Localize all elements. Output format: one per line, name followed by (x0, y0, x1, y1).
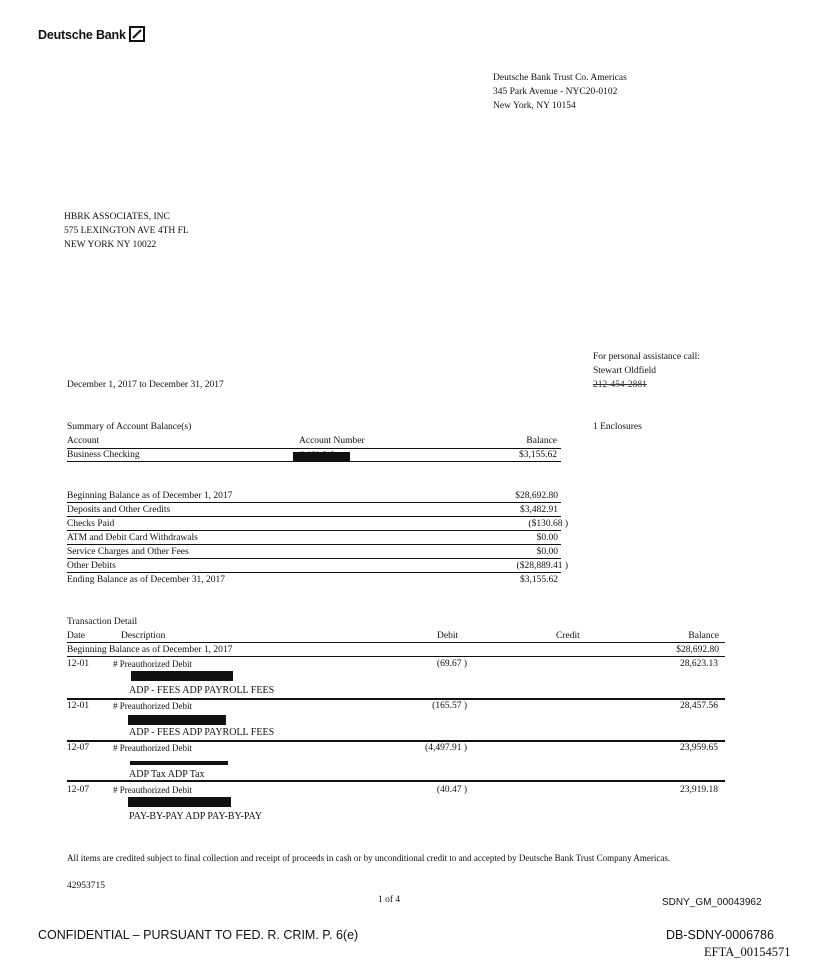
tx-row-divider (67, 740, 725, 742)
tx-balance: 23,959.65 (680, 743, 718, 753)
bank-address-line: 345 Park Avenue - NYC20-0102 (493, 87, 618, 97)
summary-header-divider (67, 448, 561, 449)
tx-header-divider (67, 642, 725, 643)
bank-address-line: Deutsche Bank Trust Co. Americas (493, 73, 627, 83)
balance-label: Checks Paid (67, 519, 115, 529)
page-number: 1 of 4 (378, 895, 401, 905)
balance-label: Beginning Balance as of December 1, 2017 (67, 491, 233, 501)
balance-divider (67, 516, 561, 517)
tx-debit: (69.67 ) (436, 659, 467, 669)
summary-header-account: Account (67, 436, 100, 446)
balance-label: Other Debits (67, 561, 116, 571)
balance-label: Ending Balance as of December 31, 2017 (67, 575, 226, 585)
table-row (67, 785, 725, 825)
tx-opening-label: Beginning Balance as of December 1, 2017 (67, 645, 233, 655)
redaction-bar (130, 761, 228, 765)
bates-number-efta: EFTA_00154571 (704, 945, 791, 959)
bates-number-primary: SDNY_GM_00043962 (662, 897, 762, 908)
tx-header-credit: Credit (556, 631, 580, 641)
tx-debit: (4,497.91 ) (425, 743, 467, 753)
tx-header-description: Description (121, 631, 166, 641)
tx-detail: ADP - FEES ADP PAYROLL FEES (129, 727, 275, 738)
tx-balance: 23,919.18 (680, 785, 718, 795)
summary-account: Business Checking (67, 450, 140, 460)
tx-detail: ADP - FEES ADP PAYROLL FEES (129, 685, 275, 696)
tx-row-divider (67, 780, 725, 782)
tx-opening-divider (67, 656, 725, 657)
balance-value: $3,482.91 (520, 505, 558, 515)
balance-value: $0.00 (536, 533, 558, 543)
balance-label: Deposits and Other Credits (67, 505, 171, 515)
balance-label: ATM and Debit Card Withdrawals (67, 533, 198, 543)
tx-row-divider (67, 698, 725, 700)
balance-value: ($130.68 ) (528, 519, 568, 529)
balance-value: $0.00 (536, 547, 558, 557)
assistance-name: Stewart Oldfield (593, 366, 657, 376)
balance-value: $28,692.80 (515, 491, 558, 501)
table-row (67, 659, 725, 699)
tx-date: 12-07 (67, 743, 90, 753)
balance-value: $3,155.62 (520, 575, 558, 585)
tx-description: # Preauthorized Debit (113, 659, 192, 669)
tx-debit: (165.57 ) (432, 701, 467, 711)
summary-title: Summary of Account Balance(s) (67, 422, 192, 432)
balance-value: ($28,889.41 ) (516, 561, 568, 571)
summary-header-number: Account Number (299, 436, 365, 446)
summary-row-divider (67, 461, 561, 462)
balance-divider (67, 544, 561, 545)
confidential-notice: CONFIDENTIAL – PURSUANT TO FED. R. CRIM. P. 6(e) (38, 928, 359, 942)
redaction-bar (131, 671, 233, 681)
tx-description: # Preauthorized Debit (113, 701, 192, 711)
tx-header-debit: Debit (437, 631, 459, 641)
tx-date: 12-01 (67, 659, 90, 669)
balance-divider (67, 572, 561, 573)
deutsche-bank-slash-icon (129, 26, 145, 42)
tx-header-balance: Balance (688, 631, 719, 641)
tx-balance: 28,457.56 (680, 701, 718, 711)
assistance-phone: 212-454-2881 (593, 380, 647, 390)
tx-opening-balance: $28,692.80 (676, 645, 719, 655)
bank-address-line: New York, NY 10154 (493, 101, 576, 111)
balance-divider (67, 558, 561, 559)
tx-debit: (40.47 ) (436, 785, 467, 795)
disclaimer: All items are credited subject to final collection and receipt of proceeds in cash or by unconditional credit to and accepted by Deutsche Bank Trust Company Americas. (67, 853, 671, 863)
tx-description: # Preauthorized Debit (113, 785, 192, 795)
redaction-bar (128, 797, 231, 807)
summary-header-balance: Balance (526, 436, 557, 446)
tx-detail: PAY-BY-PAY ADP PAY-BY-PAY (129, 811, 263, 822)
transactions-title: Transaction Detail (67, 617, 138, 627)
customer-address-line: NEW YORK NY 10022 (64, 240, 157, 250)
customer-address-line: HBRK ASSOCIATES, INC (64, 212, 170, 222)
bank-logo-text: Deutsche Bank (38, 28, 126, 42)
bates-number-secondary: DB-SDNY-0006786 (666, 928, 774, 942)
tx-balance: 28,623.13 (680, 659, 718, 669)
redaction-bar (128, 715, 226, 725)
balance-divider (67, 502, 561, 503)
balance-divider (67, 530, 561, 531)
statement-period: December 1, 2017 to December 31, 2017 (67, 380, 224, 390)
tx-header-date: Date (67, 631, 85, 641)
balance-label: Service Charges and Other Fees (67, 547, 189, 557)
account-reference: 42953715 (67, 881, 105, 891)
enclosures: 1 Enclosures (593, 422, 642, 432)
summary-balance: $3,155.62 (519, 450, 557, 460)
assistance-label: For personal assistance call: (593, 352, 700, 362)
tx-date: 12-07 (67, 785, 90, 795)
tx-description: # Preauthorized Debit (113, 743, 192, 753)
customer-address-line: 575 LEXINGTON AVE 4TH FL (64, 226, 189, 236)
table-row (67, 701, 725, 741)
tx-date: 12-01 (67, 701, 90, 711)
table-row (67, 743, 725, 783)
tx-detail: ADP Tax ADP Tax (129, 769, 205, 780)
